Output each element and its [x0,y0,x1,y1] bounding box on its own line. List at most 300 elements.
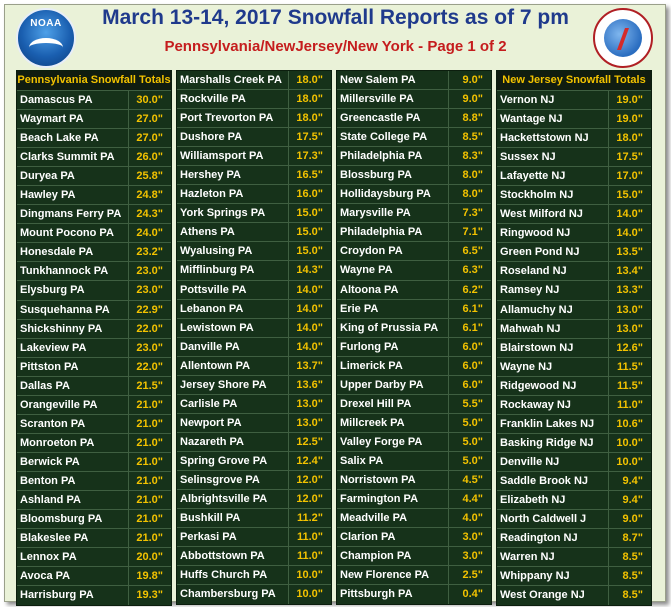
snowfall-value: 12.0" [296,493,323,506]
table-row [177,261,331,280]
table-row [497,358,651,377]
location-name: Philadelphia PA [337,147,449,165]
snowfall-value: 8.7" [622,532,643,545]
table-row [177,166,331,185]
table-row [177,242,331,261]
location-name: Roseland NJ [497,262,609,280]
snowfall-value: 6.0" [462,340,483,353]
snowfall-value: 21.0" [136,493,163,506]
table-row [497,320,651,339]
snowfall-value: 11.2" [296,512,323,525]
table-row [497,396,651,415]
table-row [337,204,491,223]
location-name: Pottsville PA [177,281,289,299]
snowfall-value: 22.0" [136,322,163,335]
snowfall-value: 7.1" [462,226,483,239]
snowfall-value: 4.0" [462,512,483,525]
location-name: Benton PA [17,472,129,490]
snowfall-value: 3.0" [462,531,483,544]
snowfall-value: 9.0" [622,513,643,526]
snowfall-value: 14.0" [616,208,643,221]
location-name: Hazleton PA [177,185,289,203]
location-name: York Springs PA [177,204,289,222]
location-name: Valley Forge PA [337,433,449,451]
table-row [177,414,331,433]
table-row [177,300,331,319]
snowfall-value: 12.5" [296,435,323,448]
location-name: Selinsgrove PA [177,471,289,489]
location-name: Franklin Lakes NJ [497,415,609,433]
snowfall-value: 18.0" [616,132,643,145]
table-row [497,472,651,491]
table-row [337,433,491,452]
snowfall-value: 8.8" [462,112,483,125]
snowfall-value: 23.0" [136,341,163,354]
snowfall-value: 3.0" [462,550,483,563]
table-row [17,434,171,453]
table-row [177,147,331,166]
snowfall-value: 14.0" [296,340,323,353]
location-name: Scranton PA [17,415,129,433]
location-name: Huffs Church PA [177,566,289,584]
snowfall-value: 8.5" [462,131,483,144]
table-row [497,281,651,300]
location-name: Saddle Brook NJ [497,472,609,490]
table-row [17,491,171,510]
location-name: Millersville PA [337,90,449,108]
table-row [497,205,651,224]
table-row [497,91,651,110]
snowfall-value: 15.0" [296,207,323,220]
snowfall-value: 23.0" [136,265,163,278]
snowfall-value: 9.0" [462,74,483,86]
snowfall-value: 10.0" [616,455,643,468]
location-name: Drexel Hill PA [337,395,449,413]
location-name: Sussex NJ [497,148,609,166]
location-name: Susquehanna PA [17,301,129,319]
snowfall-value: 11.0" [296,531,323,544]
table-row [497,129,651,148]
table-row [17,415,171,434]
location-name: Bushkill PA [177,509,289,527]
location-name: Denville NJ [497,453,609,471]
snowfall-value: 19.8" [136,570,163,583]
location-name: Wyalusing PA [177,242,289,260]
location-name: Blakeslee PA [17,529,129,547]
snowfall-value: 6.2" [462,283,483,296]
snowfall-value: 12.4" [296,454,323,467]
table-row [337,471,491,490]
table-row [497,148,651,167]
table-row [17,567,171,586]
table-row [17,224,171,243]
snowfall-value: 13.7" [296,359,323,372]
location-name: Whippany NJ [497,567,609,585]
snowfall-value: 14.0" [296,302,323,315]
snowfall-value: 6.0" [462,378,483,391]
table-row [337,376,491,395]
table-row [497,186,651,205]
snowfall-value: 13.0" [616,303,643,316]
location-name: Upper Darby PA [337,376,449,394]
location-name: Pittston PA [17,358,129,376]
location-name: Vernon NJ [497,91,609,109]
location-name: Green Pond NJ [497,243,609,261]
table-row [337,338,491,357]
table-row [177,547,331,566]
location-name: Champion PA [337,547,449,565]
snowfall-value: 13.0" [296,416,323,429]
snowfall-value: 8.0" [462,188,483,201]
location-name: Stockholm NJ [497,186,609,204]
location-name: Damascus PA [17,91,129,109]
table-row [497,415,651,434]
snowfall-value: 8.5" [622,570,643,583]
snowfall-value: 19.3" [136,589,163,602]
table-row [337,147,491,166]
snowfall-value: 9.4" [622,474,643,487]
table-row [17,167,171,186]
location-name: Harrisburg PA [17,586,129,605]
location-name: Altoona PA [337,281,449,299]
location-name: Jersey Shore PA [177,376,289,394]
table-row [177,338,331,357]
table-row [177,357,331,376]
table-row [497,510,651,529]
table-row [337,414,491,433]
table-row [17,91,171,110]
table-row [497,110,651,129]
table-row [177,395,331,414]
snowfall-value: 6.5" [462,245,483,258]
snowfall-value: 6.3" [462,264,483,277]
snowfall-value: 2.5" [462,569,483,582]
location-name: Mifflinburg PA [177,261,289,279]
snowfall-value: 8.3" [462,150,483,163]
snowfall-value: 9.4" [622,493,643,506]
location-name: Warren NJ [497,548,609,566]
location-name: Basking Ridge NJ [497,434,609,452]
table-row [177,185,331,204]
location-name: Lakeview PA [17,339,129,357]
snowfall-value: 8.5" [622,589,643,602]
table-row [17,453,171,472]
location-name: Hollidaysburg PA [337,185,449,203]
table-row [337,242,491,261]
location-name: Lebanon PA [177,300,289,318]
table-row [497,224,651,243]
location-name: Nazareth PA [177,433,289,451]
snowfall-value: 14.0" [616,227,643,240]
location-name: Waymart PA [17,110,129,128]
table-row [177,376,331,395]
location-name: Rockville PA [177,90,289,108]
table-row [337,281,491,300]
snowfall-value: 6.1" [462,321,483,334]
snowfall-value: 21.0" [136,532,163,545]
location-name: North Caldwell J [497,510,609,528]
location-name: Ringwood NJ [497,224,609,242]
location-name: Honesdale PA [17,243,129,261]
table-row [17,148,171,167]
table-row [177,71,331,90]
location-name: Clarion PA [337,528,449,546]
location-name: Shickshinny PA [17,320,129,338]
snowfall-value: 13.6" [296,378,323,391]
location-name: Williamsport PA [177,147,289,165]
table-row [17,377,171,396]
table-row [337,109,491,128]
snowfall-value: 24.0" [136,227,163,240]
snowfall-value: 21.5" [136,379,163,392]
snowfall-value: 30.0" [136,94,163,106]
snowfall-value: 23.0" [136,284,163,297]
table-row [337,185,491,204]
location-name: Chambersburg PA [177,585,289,604]
snowfall-value: 8.5" [622,551,643,564]
table-row [177,433,331,452]
location-name: Erie PA [337,300,449,318]
snowfall-value: 27.0" [136,113,163,126]
table-row [17,548,171,567]
location-name: Marysville PA [337,204,449,222]
snowfall-value: 14.0" [296,321,323,334]
snowfall-value: 4.5" [462,473,483,486]
snowfall-value: 25.8" [136,170,163,183]
table-row [177,585,331,604]
table-row [17,301,171,320]
location-name: Abbottstown PA [177,547,289,565]
snowfall-value: 12.0" [296,473,323,486]
snowfall-value: 19.0" [616,113,643,126]
table-row [337,223,491,242]
location-name: Furlong PA [337,338,449,356]
location-name: Avoca PA [17,567,129,585]
table-row [17,186,171,205]
location-name: Pittsburgh PA [337,585,449,604]
table-row [177,471,331,490]
table-row [17,586,171,605]
snowfall-value: 15.0" [296,245,323,258]
location-name: Ashland PA [17,491,129,509]
location-name: Dushore PA [177,128,289,146]
table-row [337,452,491,471]
table-row [337,585,491,604]
snowfall-value: 16.0" [296,188,323,201]
snowfall-value: 12.6" [616,341,643,354]
table-row [497,548,651,567]
table-row [497,434,651,453]
snowfall-value: 17.5" [296,131,323,144]
location-name: Lafayette NJ [497,167,609,185]
snowfall-value: 14.0" [296,283,323,296]
snowfall-value: 15.0" [296,226,323,239]
snowfall-value: 22.9" [136,303,163,316]
snowfall-value: 21.0" [136,398,163,411]
location-name: Greencastle PA [337,109,449,127]
location-name: Athens PA [177,223,289,241]
snowfall-value: 4.4" [462,493,483,506]
snowfall-value: 11.5" [616,360,643,373]
location-name: Lewistown PA [177,319,289,337]
table-row [337,395,491,414]
snowfall-value: 21.0" [136,513,163,526]
snowfall-value: 23.2" [136,246,163,259]
table-row [17,358,171,377]
snowfall-value: 16.5" [296,169,323,182]
page-subtitle: Pennsylvania/NewJersey/New York - Page 1 of 2 [164,38,507,55]
table-row [337,547,491,566]
table-row [497,339,651,358]
snowfall-value: 6.0" [462,359,483,372]
table-row [17,339,171,358]
snowfall-value: 10.0" [296,588,323,601]
snowfall-value: 13.0" [616,322,643,335]
table-row [497,377,651,396]
location-name: Berwick PA [17,453,129,471]
location-name: New Florence PA [337,566,449,584]
table-row [337,319,491,338]
snowfall-value: 11.5" [616,379,643,392]
location-name: Blairstown NJ [497,339,609,357]
snowfall-value: 17.0" [616,170,643,183]
column-header: New Jersey Snowfall Totals [497,71,651,91]
location-name: Philadelphia PA [337,223,449,241]
location-name: Croydon PA [337,242,449,260]
location-name: Orangeville PA [17,396,129,414]
location-name: Newport PA [177,414,289,432]
table-row [177,528,331,547]
location-name: Dallas PA [17,377,129,395]
location-name: Ridgewood NJ [497,377,609,395]
table-row [497,567,651,586]
location-name: Beach Lake PA [17,129,129,147]
location-name: West Orange NJ [497,586,609,605]
snowfall-value: 10.0" [616,436,643,449]
table-row [17,472,171,491]
snowfall-value: 5.0" [462,435,483,448]
location-name: Hershey PA [177,166,289,184]
location-name: Readington NJ [497,529,609,547]
snowfall-value: 5.5" [462,397,483,410]
table-row [497,262,651,281]
snowfall-value: 21.0" [136,474,163,487]
snowfall-value: 21.0" [136,455,163,468]
table-row [497,301,651,320]
table-row [17,262,171,281]
location-name: Port Trevorton PA [177,109,289,127]
table-row [337,300,491,319]
snowfall-value: 19.0" [616,94,643,106]
table-row [17,320,171,339]
table-row [497,491,651,510]
location-name: Hawley PA [17,186,129,204]
table-row [177,490,331,509]
table-row [337,566,491,585]
noaa-logo-text: NOAA [30,18,62,29]
snowfall-value: 18.0" [296,93,323,106]
location-name: Rockaway NJ [497,396,609,414]
snowfall-value: 10.6" [616,417,643,430]
location-name: Limerick PA [337,357,449,375]
location-name: Lennox PA [17,548,129,566]
table-row [17,529,171,548]
table-row [337,128,491,147]
location-name: Carlisle PA [177,395,289,413]
snowfall-value: 0.4" [462,588,483,601]
snowfall-value: 9.0" [462,93,483,106]
table-row [497,453,651,472]
snowfall-value: 8.0" [462,169,483,182]
snowfall-column-1 [16,70,172,606]
location-name: Bloomsburg PA [17,510,129,528]
location-name: Allentown PA [177,357,289,375]
location-name: Wayne PA [337,261,449,279]
table-row [337,71,491,90]
snowfall-value: 27.0" [136,132,163,145]
location-name: King of Prussia PA [337,319,449,337]
snowfall-value: 20.0" [136,551,163,564]
snowfall-value: 21.0" [136,417,163,430]
location-name: Spring Grove PA [177,452,289,470]
snowfall-value: 13.0" [296,397,323,410]
snowfall-value: 7.3" [462,207,483,220]
location-name: Perkasi PA [177,528,289,546]
table-row [177,223,331,242]
location-name: Farmington PA [337,490,449,508]
table-row [177,509,331,528]
table-row [337,357,491,376]
table-row [337,261,491,280]
table-row [177,128,331,147]
location-name: West Milford NJ [497,205,609,223]
snowfall-column-2 [176,70,332,605]
snowfall-value: 15.0" [616,189,643,202]
snowfall-value: 21.0" [136,436,163,449]
snowfall-value: 13.3" [616,284,643,297]
table-row [497,529,651,548]
snowfall-value: 10.0" [296,569,323,582]
table-row [17,281,171,300]
snowfall-value: 18.0" [296,74,323,86]
location-name: Norristown PA [337,471,449,489]
snowfall-value: 18.0" [296,112,323,125]
snowfall-value: 13.4" [616,265,643,278]
snowfall-column-3 [336,70,492,605]
table-row [177,319,331,338]
table-row [337,490,491,509]
location-name: State College PA [337,128,449,146]
location-name: Monroeton PA [17,434,129,452]
location-name: Marshalls Creek PA [177,71,289,89]
table-row [177,566,331,585]
table-row [177,204,331,223]
table-row [337,166,491,185]
location-name: Hackettstown NJ [497,129,609,147]
location-name: Wayne NJ [497,358,609,376]
table-row [177,109,331,128]
location-name: Elizabeth NJ [497,491,609,509]
snowfall-value: 22.0" [136,360,163,373]
location-name: Ramsey NJ [497,281,609,299]
location-name: Wantage NJ [497,110,609,128]
snowfall-value: 11.0" [616,398,643,411]
snowfall-value: 24.8" [136,189,163,202]
table-row [177,90,331,109]
snowfall-value: 11.0" [296,550,323,563]
table-row [177,281,331,300]
location-name: Meadville PA [337,509,449,527]
